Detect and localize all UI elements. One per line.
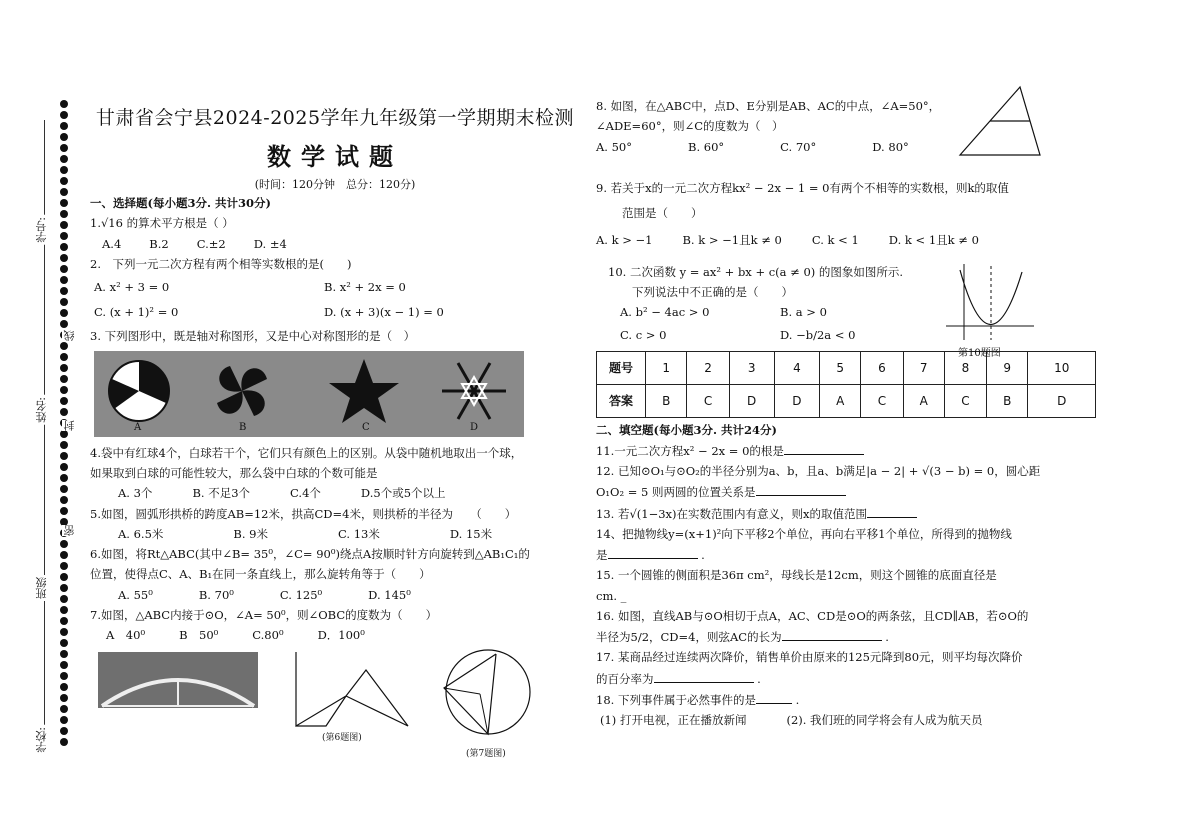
section2-heading: 二、填空题(每小题3分. 共计24分) — [596, 422, 777, 437]
answer-table-label-number: 题号 — [597, 351, 646, 384]
q8-option-c: C. 70° — [780, 139, 817, 154]
q6-option-b: B. 70⁰ — [198, 587, 234, 602]
binding-dot — [60, 254, 68, 262]
binding-dot — [60, 232, 68, 240]
binding-dot — [60, 551, 68, 559]
q7-options — [90, 627, 580, 644]
q3-figure-strip — [94, 351, 524, 437]
answer-table — [596, 351, 1096, 418]
q5-option-c: C. 13米 — [338, 526, 380, 541]
q18: 18. 下列事件属于必然事件的是 . — [596, 692, 800, 707]
q9-option-c: C. k < 1 — [811, 233, 859, 248]
q16-text: 半径为5/2，CD=4，则弦AC的长为 — [596, 630, 782, 644]
q5-option-b: B. 9米 — [233, 526, 268, 541]
q13-answer-blank[interactable] — [867, 505, 917, 518]
q6-stem-2: 位置，使得点C、A、B₁在同一条直线上，那么旋转角等于（ ） — [90, 567, 431, 582]
q12 — [596, 483, 1096, 501]
binding-dot — [60, 650, 68, 658]
q6-option-d: D. 145⁰ — [368, 587, 411, 602]
binding-dot — [60, 243, 68, 251]
binding-dot — [60, 309, 68, 317]
q9-option-d: D. k < 1且k ≠ 0 — [888, 233, 979, 248]
answer-table-num: 9 — [986, 351, 1027, 384]
q18-text: 18. 下列事件属于必然事件的是 — [596, 692, 756, 707]
answer-cell: B — [986, 384, 1027, 417]
binding-dot — [60, 738, 68, 746]
answer-cell: D — [729, 384, 774, 417]
answer-table-num: 7 — [903, 351, 944, 384]
q10-option-c: C. c > 0 — [620, 328, 667, 343]
binding-dot — [60, 353, 68, 361]
seal-mark-seal: 封 — [63, 420, 76, 431]
q12-line-1: 12. 已知⊙O₁与⊙O₂的半径分别为a、b，且a、b满足|a − 2| + √(3 − b) = 0，圆心距 — [596, 464, 1041, 478]
binding-dot — [60, 507, 68, 515]
q17-line-1: 17. 某商品经过连续两次降价，销售单价由原来的125元降到80元，则平均每次降价 — [596, 650, 1023, 665]
binding-dot — [60, 683, 68, 691]
binding-dot — [60, 496, 68, 504]
q13-text: 13. 若√(1−3x)在实数范围内有意义，则x的取值范围 — [596, 506, 867, 521]
q8-option-b: B. 60° — [688, 139, 725, 154]
q13 — [596, 505, 1096, 523]
q7-stem: 7.如图，△ABC内接于⊙O，∠A= 50⁰，则∠OBC的度数为（ ） — [90, 607, 438, 622]
right-column — [596, 95, 1096, 732]
q10-stem-2: 下列说法中不正确的是（ ） — [632, 284, 793, 299]
binding-dot — [60, 485, 68, 493]
binding-line — [44, 120, 45, 730]
q11 — [596, 442, 1096, 460]
binding-dot — [60, 672, 68, 680]
answer-cell: C — [861, 384, 903, 417]
q7-option-d: D．100⁰ — [317, 628, 365, 642]
q8-triangle-figure — [956, 83, 1056, 161]
binding-dot — [60, 408, 68, 416]
q3-label-a: A — [134, 421, 142, 433]
seal-mark-line: 线 — [63, 330, 76, 341]
q4-option-a: A. 3个 — [118, 486, 153, 501]
q14-text: 是 — [596, 548, 608, 562]
section1-heading: 一、选择题(每小题3分. 共计30分) — [90, 196, 271, 210]
seal-mark-secret: 密 — [63, 525, 76, 536]
q16-line-1: 16. 如图，直线AB与⊙O相切于点A，AC、CD是⊙O的两条弦，且CD∥AB，若⊙O的 — [596, 608, 1029, 623]
q18-option-1: (1) 打开电视，正在播放新闻 — [600, 713, 747, 727]
q1-option-c: C.±2 — [196, 236, 226, 251]
q3-label-d: D — [470, 421, 479, 433]
q14-answer-blank[interactable] — [608, 546, 698, 559]
binding-dot — [60, 727, 68, 735]
binding-dot — [60, 584, 68, 592]
answer-table-label-answer: 答案 — [597, 384, 646, 417]
binding-dot — [60, 397, 68, 405]
binding-dot — [60, 617, 68, 625]
figures-svg — [98, 648, 568, 744]
student-id-label: 学号: — [35, 217, 48, 243]
q12-answer-blank[interactable] — [756, 483, 846, 496]
q3-label-c: C — [362, 421, 370, 433]
q3-label-b: B — [239, 421, 247, 433]
binding-dot — [60, 144, 68, 152]
q1-option-d: D. ±4 — [253, 236, 287, 251]
binding-dot — [60, 133, 68, 141]
binding-dot — [60, 540, 68, 548]
q5-option-d: D. 15米 — [449, 526, 493, 541]
binding-dot — [60, 716, 68, 724]
binding-dot — [60, 441, 68, 449]
answer-table-num: 1 — [646, 351, 687, 384]
exam-title: 甘肃省会宁县2024-2025学年九年级第一学期期末检测 — [95, 107, 575, 129]
binding-dot — [60, 111, 68, 119]
binding-dot — [60, 562, 68, 570]
time-info: (时间：120分钟 总分：120分) — [254, 177, 416, 191]
answer-cell: C — [687, 384, 729, 417]
binding-dot — [60, 573, 68, 581]
answer-table-num: 4 — [774, 351, 819, 384]
binding-dot — [60, 122, 68, 130]
q9-stem-1: 9. 若关于x的一元二次方程kx² − 2x − 1 = 0有两个不相等的实数根，则k的取值 — [596, 180, 1009, 195]
answer-cell: A — [903, 384, 944, 417]
binding-dot — [60, 276, 68, 284]
binding-dot — [60, 188, 68, 196]
binding-dot — [60, 694, 68, 702]
q6-option-a: A. 55⁰ — [118, 587, 153, 602]
q14: 是 . — [596, 548, 705, 562]
q11-answer-blank[interactable] — [784, 442, 864, 455]
q2-option-c: C. (x + 1)² = 0 — [94, 305, 179, 320]
q18-options — [596, 712, 1096, 729]
answer-cell: C — [944, 384, 986, 417]
q7-option-b: B 50⁰ — [179, 628, 219, 642]
q15-line-2: cm. _ — [596, 588, 627, 603]
binding-dot — [60, 595, 68, 603]
binding-dot — [60, 474, 68, 482]
answer-table-num: 3 — [729, 351, 774, 384]
q18-option-2: (2). 我们班的同学将会有人成为航天员 — [786, 713, 983, 727]
q10-stem-1: 10. 二次函数 y = ax² + bx + c(a ≠ 0) 的图象如图所示. — [608, 264, 904, 279]
fig7-caption: (第7题图) — [466, 749, 506, 760]
answer-cell: D — [774, 384, 819, 417]
q6-option-c: C. 125⁰ — [279, 587, 323, 602]
q15-line-1: 15. 一个圆锥的侧面积是36π cm²，母线长是12cm，则这个圆锥的底面直径是 — [596, 568, 997, 583]
answer-table-num: 10 — [1028, 351, 1096, 384]
subject-title: 数学试题 — [267, 141, 403, 171]
q18-answer-blank[interactable] — [756, 691, 792, 704]
answer-cell: B — [646, 384, 687, 417]
q4-options — [90, 485, 580, 502]
q11-text: 11.一元二次方程x² − 2x = 0的根是 — [596, 443, 784, 458]
q6-stem-1: 6.如图，将Rt△ABC(其中∠B= 35⁰，∠C= 90⁰)绕点A按顺时针方向旋转到△AB₁C₁的 — [90, 547, 530, 561]
binding-dot — [60, 364, 68, 372]
q5-options — [90, 526, 580, 543]
binding-dot — [60, 320, 68, 328]
class-label: 班级 — [35, 577, 48, 599]
binding-dot — [60, 210, 68, 218]
q9-stem-2: 范围是（ ） — [622, 206, 703, 220]
answer-table-answer-row — [597, 384, 1096, 417]
answer-cell: D — [1028, 384, 1096, 417]
binding-dot — [60, 265, 68, 273]
q10-option-b: B. a > 0 — [780, 305, 827, 319]
answer-table-header-row — [597, 351, 1096, 384]
q12-text: O₁O₂ = 5 则两圆的位置关系是 — [596, 485, 756, 500]
q1-option-a: A.4 — [102, 236, 122, 251]
q17: 的百分率为 . — [596, 671, 761, 686]
binding-dot — [60, 375, 68, 383]
binding-dot — [60, 463, 68, 471]
q7-option-a: A 40⁰ — [106, 628, 146, 642]
binding-dot — [60, 287, 68, 295]
binding-dot — [60, 639, 68, 647]
q3-shapes — [94, 351, 524, 437]
q1-stem: 1.√16 的算术平方根是（ ） — [90, 216, 234, 231]
q2-option-b: B. x² + 2x = 0 — [324, 280, 406, 294]
q2-options — [90, 279, 580, 322]
q5-option-a: A. 6.5米 — [118, 526, 164, 541]
q17-answer-blank[interactable] — [654, 670, 754, 683]
q17-text: 的百分率为 — [596, 671, 654, 686]
q2-option-a: A. x² + 3 = 0 — [94, 280, 170, 294]
name-label: 姓名: — [35, 397, 48, 423]
q10-option-d: D. −b/2a < 0 — [780, 328, 856, 343]
answer-cell: A — [820, 384, 861, 417]
binding-dot — [60, 199, 68, 207]
q1-option-b: B.2 — [149, 236, 169, 251]
figures-row — [90, 648, 580, 760]
q4-option-d: D.5个或5个以上 — [360, 486, 446, 501]
q7-option-c: C.80⁰ — [252, 628, 284, 642]
answer-table-num: 8 — [944, 351, 986, 384]
binding-dot — [60, 177, 68, 185]
q3-stem: 3. 下列图形中，既是轴对称图形，又是中心对称图形的是（ ） — [90, 328, 416, 343]
answer-table-num: 2 — [687, 351, 729, 384]
q9-option-a: A. k > −1 — [596, 233, 653, 248]
q9-option-b: B. k > −1且k ≠ 0 — [682, 233, 782, 248]
q14-line-1: 14、把抛物线y=(x+1)²向下平移2个单位，再向右平移1个单位，所得到的抛物线 — [596, 526, 1012, 541]
binding-dot — [60, 628, 68, 636]
binding-dot — [60, 386, 68, 394]
binding-dot — [60, 606, 68, 614]
answer-table-num: 6 — [861, 351, 903, 384]
binding-dot — [60, 166, 68, 174]
binding-dot — [60, 705, 68, 713]
q6-options — [90, 587, 580, 604]
school-label: 学校: — [35, 727, 48, 753]
q16: 半径为5/2，CD=4，则弦AC的长为 . — [596, 630, 889, 644]
binding-dot — [60, 661, 68, 669]
left-column — [90, 100, 580, 760]
q9-options — [596, 232, 1096, 249]
binding-dot — [60, 430, 68, 438]
binding-dot — [60, 100, 68, 108]
q2-stem: 2. 下列一元二次方程有两个相等实数根的是( ) — [90, 256, 352, 271]
q4-stem-2: 如果取到白球的可能性较大，那么袋中白球的个数可能是 — [90, 466, 378, 480]
q10-option-a: A. b² − 4ac > 0 — [620, 305, 710, 319]
q4-option-b: B. 不足3个 — [192, 486, 251, 501]
q5-stem: 5.如图，圆弧形拱桥的跨度AB=12米，拱高CD=4米，则拱桥的半径为 （ ） — [90, 506, 517, 521]
answer-table-num: 5 — [820, 351, 861, 384]
q4-stem-1: 4.袋中有红球4个，白球若干个，它们只有颜色上的区别。从袋中随机地取出一个球， — [90, 445, 523, 460]
binding-dot — [60, 452, 68, 460]
binding-dot — [60, 298, 68, 306]
q1-options — [90, 236, 580, 253]
binding-dot — [60, 342, 68, 350]
q4-option-c: C.4个 — [290, 486, 321, 501]
q8-stem-2: ∠ADE=60°，则∠C的度数为（ ） — [596, 119, 784, 134]
q10-caption: 第10题图 — [958, 347, 1001, 359]
q8-option-d: D. 80° — [872, 139, 909, 154]
q2-option-d: D. (x + 3)(x − 1) = 0 — [324, 305, 444, 320]
binding-dot — [60, 155, 68, 163]
q10-parabola-figure — [942, 260, 1038, 342]
q8-stem-1: 8. 如图，在△ABC中，点D、E分别是AB、AC的中点，∠A=50°， — [596, 99, 941, 113]
fig6-caption: (第6题图) — [322, 733, 362, 744]
q8-option-a: A. 50° — [596, 139, 632, 154]
binding-dot — [60, 221, 68, 229]
q16-answer-blank[interactable] — [782, 628, 882, 641]
